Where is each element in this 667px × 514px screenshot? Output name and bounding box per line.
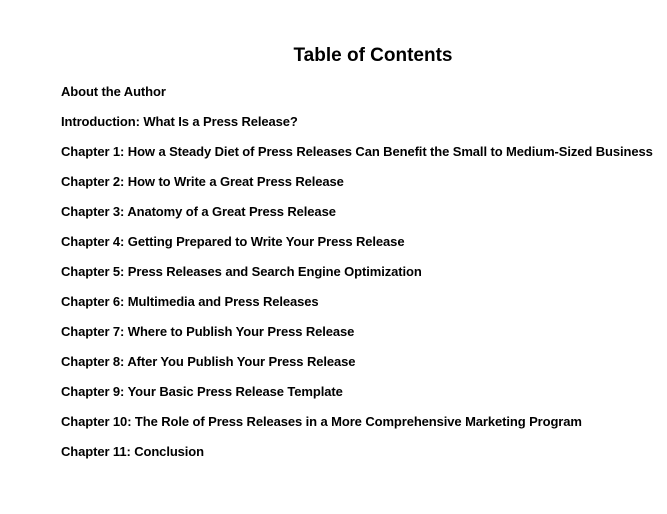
toc-entry-chapter-7: Chapter 7: Where to Publish Your Press Release bbox=[61, 324, 355, 339]
toc-heading: Table of Contents bbox=[293, 45, 453, 66]
toc-list bbox=[61, 82, 653, 472]
toc-entry-about-author: About the Author bbox=[61, 84, 166, 99]
toc-entry-chapter-10: Chapter 10: The Role of Press Releases in a More Comprehensive Marketing Program bbox=[61, 414, 582, 429]
toc-entry-chapter-4: Chapter 4: Getting Prepared to Write Your Press Release bbox=[61, 234, 405, 249]
toc-entry-chapter-2: Chapter 2: How to Write a Great Press Release bbox=[61, 174, 344, 189]
toc-entry-chapter-9: Chapter 9: Your Basic Press Release Template bbox=[61, 384, 343, 399]
toc-entry-chapter-8: Chapter 8: After You Publish Your Press Release bbox=[61, 354, 356, 369]
toc-entry-chapter-3: Chapter 3: Anatomy of a Great Press Release bbox=[61, 204, 336, 219]
toc-entry-chapter-5: Chapter 5: Press Releases and Search Engine Optimization bbox=[61, 264, 422, 279]
toc-entry-chapter-6: Chapter 6: Multimedia and Press Releases bbox=[61, 294, 319, 309]
toc-entry-chapter-1: Chapter 1: How a Steady Diet of Press Releases Can Benefit the Small to Medium-Sized Business bbox=[61, 144, 653, 159]
toc-entry-introduction: Introduction: What Is a Press Release? bbox=[61, 114, 298, 129]
toc-entry-chapter-11: Chapter 11: Conclusion bbox=[61, 444, 204, 459]
